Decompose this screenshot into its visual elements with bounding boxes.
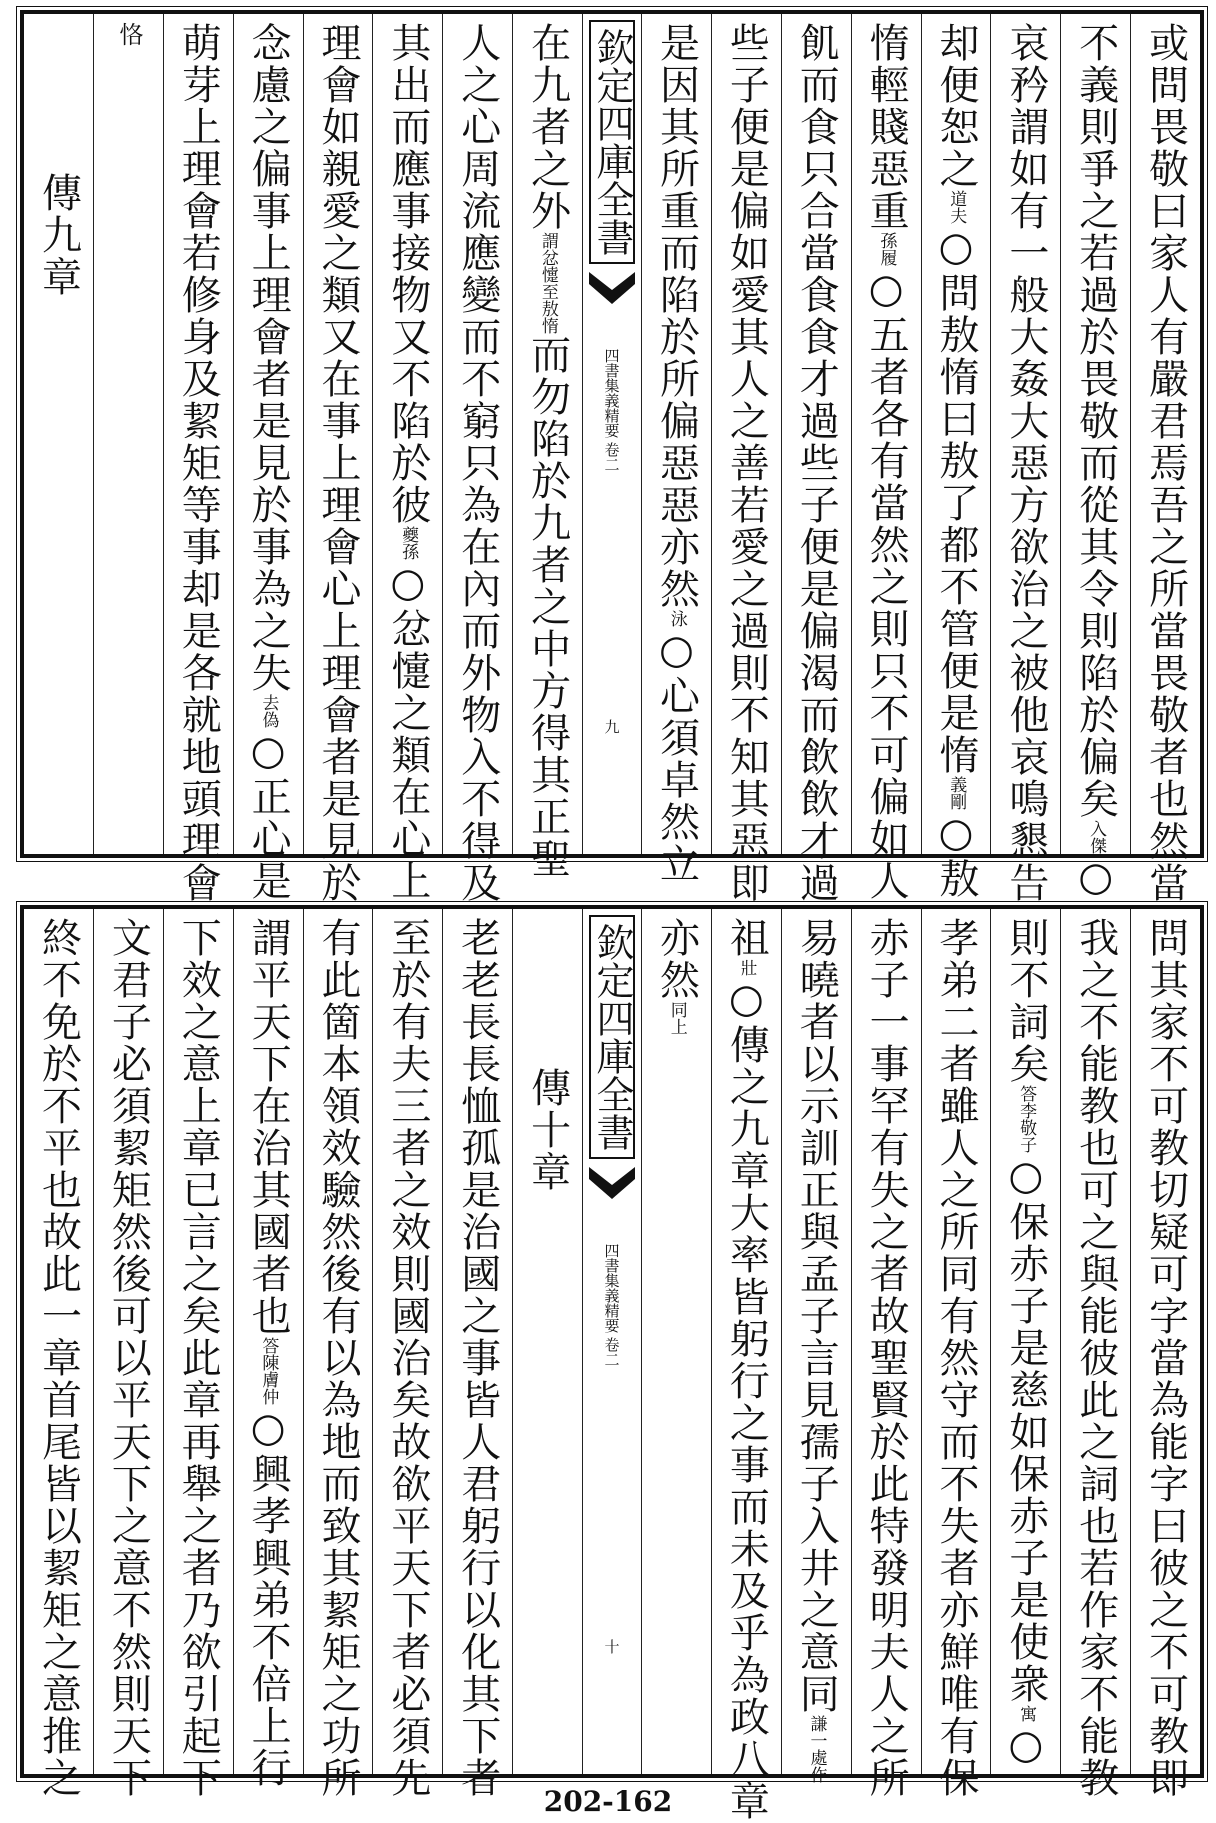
text-column <box>990 909 1060 1774</box>
center-book: 四書集義精要 <box>602 1243 621 1333</box>
top-page <box>20 10 1204 904</box>
column-text: ○五者各有當然之則只不可偏如人 <box>863 266 910 902</box>
interlinear-note: 答李敬子 <box>1016 1085 1037 1153</box>
text-column <box>163 909 233 1799</box>
column-text: 哀矜謂如有一般大姦大惡方欲治之被他哀鳴懇告 <box>1002 22 1049 904</box>
text-column <box>1060 14 1130 902</box>
text-column <box>781 909 851 1783</box>
text-column <box>711 909 781 1822</box>
column-text: ○興孝興弟不倍上行 <box>245 1405 292 1789</box>
column-text: 終不免於不平也故此一章首尾皆以絜矩之意推之 <box>35 917 82 1799</box>
column-text: 有此箇本領效驗然後有以為地而致其絜矩之功所 <box>314 917 361 1799</box>
column-text: ○敖 <box>932 810 979 900</box>
fish-tail-mark-icon <box>585 268 639 308</box>
column-text: 赤子一事罕有失之者故聖賢於此特發明夫人之所 <box>863 917 910 1799</box>
column-text: 易曉者以示訓正與孟子言見孺子入井之意同 <box>793 917 840 1715</box>
interlinear-note: 夔孫 <box>398 526 419 560</box>
chapter-heading: 傳十章 <box>524 1067 571 1193</box>
center-fold-strip <box>582 909 641 1774</box>
interlinear-note: 謂忿懥至敖惰 <box>537 232 558 334</box>
page-number-footer: 202-162 <box>543 1785 673 1818</box>
column-text: 至於有夫三者之效則國治矣故欲平天下者必須先 <box>384 917 431 1799</box>
column-text: 老老長長恤孤是治國之事皆人君躬行以化其下者 <box>454 917 501 1799</box>
library-title: 欽定四庫全書 <box>589 20 635 264</box>
chapter-heading-column <box>512 909 582 1774</box>
column-text: ○正心是 <box>245 728 292 902</box>
column-text: 是因其所重而陷於所偏惡惡亦然 <box>653 22 700 610</box>
interlinear-note: 道夫 <box>946 190 967 224</box>
column-text: 下效之意上章已言之矣此章再舉之者乃欲引起下 <box>175 917 222 1799</box>
interlinear-note: 義剛 <box>946 776 967 810</box>
text-column <box>372 14 442 902</box>
text-column <box>711 14 781 904</box>
column-text: 萌芽上理會若修身及絜矩等事却是各就地頭理會 <box>175 22 222 904</box>
column-text: 恪 <box>114 22 143 48</box>
text-column <box>921 909 991 1799</box>
text-column <box>921 14 991 900</box>
column-text: 飢而食只合當食食才過些子便是偏渴而飲飲才過 <box>793 22 840 904</box>
column-text: ○忿懥之類在心上 <box>384 560 431 902</box>
column-text: 我之不能教也可之與能彼此之詞也若作家不能教 <box>1072 917 1119 1799</box>
column-text: 念慮之偏事上理會者是見於事為之失 <box>245 22 292 694</box>
interlinear-note: 泳 <box>666 610 687 627</box>
interlinear-note: 去偽 <box>258 694 279 728</box>
interlinear-note: 壯 <box>736 959 757 976</box>
center-fold-strip <box>582 14 641 854</box>
text-column <box>512 14 582 880</box>
text-column <box>851 909 921 1799</box>
text-column <box>303 909 373 1799</box>
text-column <box>1130 14 1200 904</box>
interlinear-note: 寓 <box>1016 1705 1037 1722</box>
interlinear-note: 孫履 <box>876 232 897 266</box>
column-text: 亦然 <box>653 917 700 1001</box>
page1-columns <box>24 14 1200 904</box>
text-column <box>24 909 93 1799</box>
column-text: 謂平天下在治其國者也 <box>245 917 292 1337</box>
column-text: ○傳之九章大率皆躬行之事而未及乎為政八章 <box>723 976 770 1822</box>
column-text: 不義則爭之若過於畏敬而從其令則陷於偏矣 <box>1072 22 1119 820</box>
fish-tail-mark-icon <box>585 1163 639 1203</box>
text-column <box>233 14 303 902</box>
column-text: 祖 <box>723 917 770 959</box>
text-column <box>851 14 921 902</box>
chapter-heading-column <box>24 14 93 854</box>
text-column <box>442 909 512 1799</box>
center-page: 九 <box>602 719 621 734</box>
column-text: ○ <box>1072 854 1119 902</box>
column-text: 而勿陷於九者之中方得其正聖 <box>524 334 571 880</box>
column-text: 理會如親愛之類又在事上理會心上理會者是見於 <box>314 22 361 904</box>
text-column <box>93 14 163 854</box>
column-text: 文君子必須絜矩然後可以平天下之意不然則天下 <box>105 917 152 1799</box>
column-text: ○保赤子是慈如保赤子是使衆 <box>1002 1153 1049 1705</box>
interlinear-note: 同上 <box>666 1001 687 1035</box>
center-book: 四書集義精要 <box>602 348 621 438</box>
text-column <box>1130 909 1200 1799</box>
column-text: 在九者之外 <box>524 22 571 232</box>
text-column <box>372 909 442 1799</box>
text-column <box>163 14 233 904</box>
text-column <box>93 909 163 1799</box>
text-column <box>781 14 851 904</box>
chapter-heading: 傳九章 <box>35 172 82 298</box>
column-text: ○問敖惰曰敖了都不管便是惰 <box>932 224 979 776</box>
column-text: 或問畏敬曰家人有嚴君焉吾之所當畏敬者也然當 <box>1142 22 1189 904</box>
column-text: 却便恕之 <box>932 22 979 190</box>
center-page: 十 <box>602 1639 621 1654</box>
column-text: 其出而應事接物又不陷於彼 <box>384 22 431 526</box>
column-text: ○ <box>1002 1722 1049 1770</box>
interlinear-note: 入傑 <box>1086 820 1107 854</box>
interlinear-note: 答陳膚仲 <box>258 1337 279 1405</box>
text-column <box>442 14 512 904</box>
column-text: 人之心周流應變而不窮只為在內而外物入不得及 <box>454 22 501 904</box>
text-column <box>641 14 711 885</box>
column-text: ○心須卓然立 <box>653 627 700 885</box>
column-text: 孝弟二者雖人之所同有然守而不失者亦鮮唯有保 <box>932 917 979 1799</box>
text-column <box>1060 909 1130 1799</box>
library-title: 欽定四庫全書 <box>589 915 635 1159</box>
interlinear-note: 謙一處作 <box>806 1715 827 1783</box>
text-column <box>233 909 303 1789</box>
column-text: 些子便是偏如愛其人之善若愛之過則不知其惡即 <box>723 22 770 904</box>
column-text: 則不詞矣 <box>1002 917 1049 1085</box>
text-column <box>990 14 1060 904</box>
center-juan: 卷二 <box>602 442 621 472</box>
column-text: 惰輕賤惡重 <box>863 22 910 232</box>
center-juan: 卷二 <box>602 1337 621 1367</box>
text-column <box>641 909 711 1774</box>
text-column <box>303 14 373 904</box>
column-text: 問其家不可教切疑可字當為能字曰彼之不可教即 <box>1142 917 1189 1799</box>
